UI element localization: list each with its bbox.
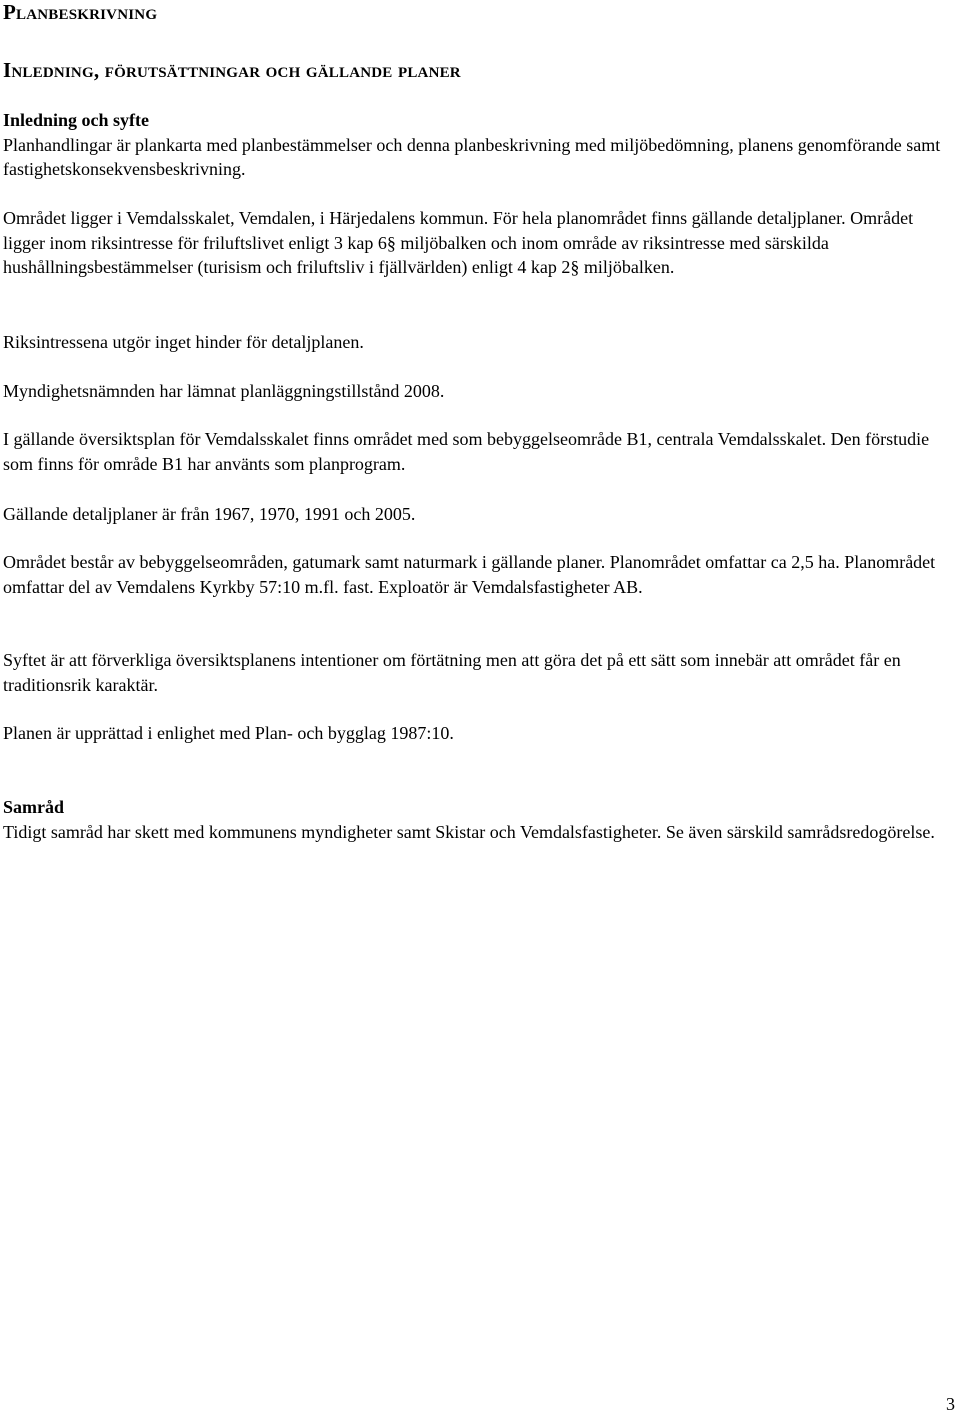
paragraph-consultation: Tidigt samråd har skett med kommunens myndigheter samt Skistar och Vemdalsfastigheter. Se även särskild samrådsredogörelse. xyxy=(3,821,935,842)
page-number: 3 xyxy=(946,1394,955,1414)
paragraph-plan-documents: Planhandlingar är plankarta med planbestämmelser och denna planbeskrivning med miljöbedömning, planens genomförande samt fastighetskonsekvensbeskrivning. xyxy=(3,134,941,179)
intro-block xyxy=(3,108,948,182)
paragraph-location: Området ligger i Vemdalsskalet, Vemdalen, i Härjedalens kommun. För hela planområdet finns gällande detaljplaner. Området ligger inom riksintresse för friluftslivet enligt 3 kap 6§ miljöbalken och inom område av riksintresse med särskilda hushållningsbestämmelser (turisism och friluftsliv i fjällvärlden) enligt 4 kap 2§ miljöbalken. xyxy=(3,208,914,277)
paragraph-legal-basis: Planen är upprättad i enlighet med Plan- och bygglag 1987:10. xyxy=(3,723,454,743)
intro-heading: Inledning och syfte xyxy=(3,110,150,130)
paragraph-planning-permit: Myndighetsnämnden har lämnat planläggningstillstånd 2008. xyxy=(3,381,445,401)
consultation-block xyxy=(3,795,948,844)
paragraph-comprehensive-plan: I gällande översiktsplan för Vemdalsskalet finns området med som bebyggelseområde B1, centrala Vemdalsskalet. Den förstudie som finns för område B1 har använts som planprogram. xyxy=(3,429,930,474)
page-title: Planbeskrivning xyxy=(3,0,158,24)
paragraph-national-interest: Riksintressena utgör inget hinder för detaljplanen. xyxy=(3,332,364,352)
paragraph-purpose: Syftet är att förverkliga översiktsplanens intentioner om förtätning men att göra det på ett sätt som innebär att området får en traditionsrik karaktär. xyxy=(3,650,901,695)
paragraph-detail-plans: Gällande detaljplaner är från 1967, 1970, 1991 och 2005. xyxy=(3,504,416,524)
consultation-heading: Samråd xyxy=(3,797,65,817)
paragraph-area-composition: Området består av bebyggelseområden, gatumark samt naturmark i gällande planer. Planområdet omfattar ca 2,5 ha. Planområdet omfattar del av Vemdalens Kyrkby 57:10 m.fl. fast. Exploatör är Vemdalsfastigheter AB. xyxy=(3,552,936,597)
section-title: Inledning, förutsättningar och gällande planer xyxy=(3,58,461,82)
